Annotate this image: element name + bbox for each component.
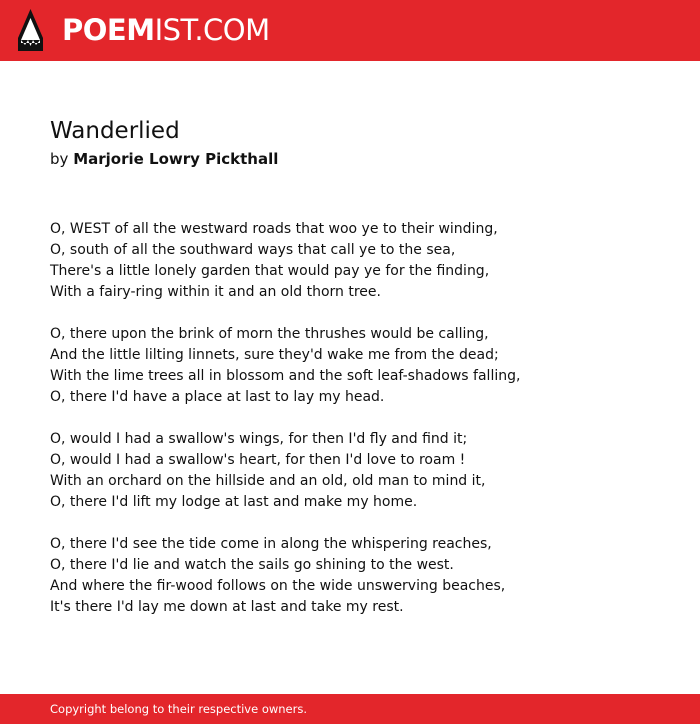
- poem-line: O, there I'd lie and watch the sails go shining to the west.: [50, 557, 454, 573]
- poem-author: Marjorie Lowry Pickthall: [73, 150, 279, 168]
- poem-line: O, would I had a swallow's wings, for then I'd fly and find it;: [50, 431, 468, 447]
- poem-line: It's there I'd lay me down at last and take my rest.: [50, 599, 404, 615]
- poem-line: With an orchard on the hillside and an old, old man to mind it,: [50, 473, 486, 489]
- poem-line: O, WEST of all the westward roads that woo ye to their winding,: [50, 221, 498, 237]
- site-footer: [0, 694, 700, 724]
- poem-line: O, there upon the brink of morn the thrushes would be calling,: [50, 326, 489, 342]
- poem-title: Wanderlied: [50, 118, 180, 144]
- by-label: by: [50, 150, 69, 168]
- poem-line: O, south of all the southward ways that call ye to the sea,: [50, 242, 456, 258]
- logo-light-text: IST.COM: [154, 13, 270, 47]
- poem-line: There's a little lonely garden that would pay ye for the finding,: [50, 263, 490, 279]
- poem-line: With the lime trees all in blossom and the soft leaf-shadows falling,: [50, 368, 521, 384]
- pencil-icon[interactable]: [18, 9, 43, 51]
- poem-line: And the little lilting linnets, sure they'd wake me from the dead;: [50, 347, 499, 363]
- poem-line: And where the fir-wood follows on the wide unswerving beaches,: [50, 578, 506, 594]
- stanza: [50, 534, 670, 618]
- poem-line: O, would I had a swallow's heart, for then I'd love to roam !: [50, 452, 466, 468]
- site-logo[interactable]: [62, 12, 270, 48]
- site-header: [0, 0, 700, 61]
- stanza: [50, 429, 670, 513]
- byline: [50, 148, 278, 170]
- copyright-text: Copyright belong to their respective owners.: [50, 702, 308, 716]
- poem-line: O, there I'd see the tide come in along the whispering reaches,: [50, 536, 492, 552]
- poem-line: O, there I'd lift my lodge at last and make my home.: [50, 494, 418, 510]
- poem-line: With a fairy-ring within it and an old thorn tree.: [50, 284, 381, 300]
- logo-bold-text: POEM: [62, 13, 155, 47]
- stanza: [50, 219, 670, 303]
- stanza: [50, 324, 670, 408]
- poem-line: O, there I'd have a place at last to lay my head.: [50, 389, 385, 405]
- poem-body: [50, 219, 670, 639]
